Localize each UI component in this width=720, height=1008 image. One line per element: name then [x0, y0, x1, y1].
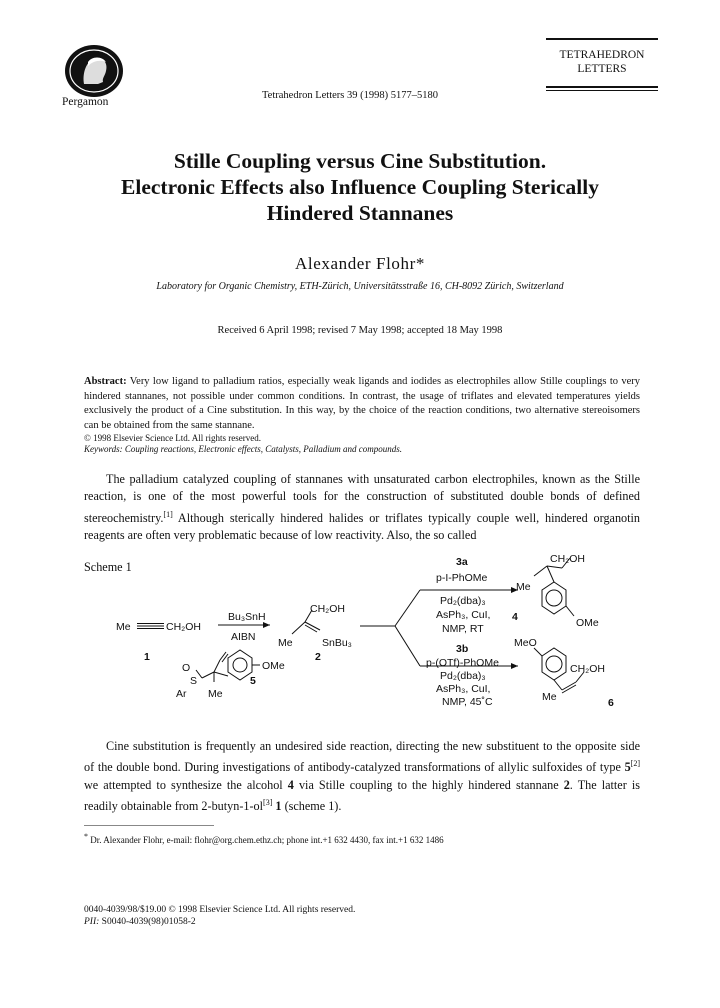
p6-methyl: Me: [542, 691, 557, 703]
int-ch2oh: CH₂OH: [310, 603, 345, 615]
issn-line: 0040-4039/98/$19.00 © 1998 Elsevier Science Ltd. All rights reserved.: [84, 905, 356, 915]
compound-1-label: 1: [144, 651, 150, 663]
journal-name-line2: LETTERS: [577, 63, 627, 75]
citation-ref: [3]: [263, 798, 273, 808]
route-b-id: 3b: [456, 643, 469, 655]
abstract-copyright: © 1998 Elsevier Science Ltd. All rights reserved.: [84, 433, 262, 443]
s5-oxygen: O: [182, 662, 191, 674]
keywords: Keywords: Coupling reactions, Electronic effects, Catalysts, Palladium and compounds.: [84, 444, 402, 454]
route-a-catalyst: Pd₂(dba)₃: [440, 595, 486, 607]
p4-ch2oh: CH₂OH: [550, 553, 585, 565]
int-snbu3: SnBu₃: [322, 637, 352, 649]
s5-aryl: Ar: [176, 688, 187, 700]
reaction-scheme: [110, 548, 670, 709]
received-dates: Received 6 April 1998; revised 7 May 1998; accepted 18 May 1998: [217, 325, 503, 336]
p6-ch2oh: CH₂OH: [570, 663, 605, 675]
step1-conditions: AIBN: [231, 631, 256, 643]
masthead-rule-top: [546, 38, 658, 40]
compound-2-label: 2: [315, 651, 321, 663]
p4-methyl: Me: [516, 581, 531, 593]
s5-methoxy: OMe: [262, 660, 285, 672]
body-paragraph-1: The palladium catalyzed coupling of stannanes with unsaturated carbon electrophiles, known as the Stille reaction, is one of the most powerful tools for the construction of substituted double bonds of defined stereochemistry.[1] Although sterically hindered halides or triflates typically couple well, hindered organotin reagents are often very problematic because of low reactivity. Also, the so called: [84, 472, 640, 543]
author-footnote: * Dr. Alexander Flohr, e-mail: flohr@org.chem.ethz.ch; phone int.+1 632 4430, fax int.+1 632 1486: [84, 832, 444, 845]
route-b-catalyst: Pd₂(dba)₃: [440, 670, 486, 682]
footnote-rule: [84, 825, 214, 826]
citation-ref: [1]: [163, 509, 173, 519]
scheme-label: Scheme 1: [84, 560, 132, 574]
sm-methyl: Me: [116, 621, 131, 633]
publisher-name: Pergamon: [62, 96, 109, 108]
s5-methyl: Me: [208, 688, 223, 700]
step1-reagent: Bu₃SnH: [228, 611, 266, 623]
article-title: Stille Coupling versus Cine Substitution. Electronic Effects also Influence Coupling Sterically Hindered Stannanes: [121, 149, 599, 225]
journal-masthead: [546, 38, 658, 91]
route-b-ligand: AsPh₃, CuI,: [436, 683, 491, 695]
route-b-conditions: NMP, 45˚C: [442, 696, 493, 708]
sm-ch2oh: CH₂OH: [166, 621, 201, 633]
publisher-logo: [62, 44, 126, 98]
route-b-reagent: p-(OTf)-PhOMe: [426, 657, 499, 669]
journal-name-line1: TETRAHEDRON: [559, 49, 645, 61]
route-a-id: 3a: [456, 556, 468, 568]
author-affiliation: Laboratory for Organic Chemistry, ETH-Zürich, Universitätsstraße 16, CH-8092 Zürich, Switzerland: [156, 281, 564, 292]
p4-methoxy: OMe: [576, 617, 599, 629]
compound-4-label: 4: [512, 611, 518, 623]
journal-citation: Tetrahedron Letters 39 (1998) 5177–5180: [262, 90, 438, 101]
masthead-rule-bottom: [546, 86, 658, 88]
pii-value: S0040-4039(98)01058-2: [99, 917, 196, 927]
pii-label: PII:: [84, 917, 100, 927]
abstract-label: Abstract:: [84, 376, 127, 387]
abstract-text: Very low ligand to palladium ratios, especially weak ligands and iodides as electrophiles allow Stille couplings to very hindered stannanes, not possible under common conditions. In contrast, the usage of triflates and elevated temperatures yields exclusively the product of a Cine substitution. In this way, by the choice of the reaction conditions, two alternative stereoisomers can be obtained from the same stannane.: [84, 376, 640, 431]
s5-sulfur: S: [190, 675, 198, 687]
route-a-ligand: AsPh₃, CuI,: [436, 609, 491, 621]
abstract: [84, 375, 640, 455]
p6-methoxy: MeO: [514, 637, 537, 649]
compound-6-label: 6: [608, 697, 614, 709]
body-paragraph-2: Cine substitution is frequently an undesired side reaction, directing the new substituent to the opposite side of the double bond. During investigations of antibody-catalyzed transformations of allylic sulfoxides of type 5[2] we attempted to synthesize the alcohol 4 via Stille coupling to the highly hindered stannane 2. The latter is readily obtainable from 2-butyn-1-ol[3] 1 (scheme 1).: [84, 739, 640, 814]
compound-5-label: 5: [250, 675, 256, 687]
route-a-conditions: NMP, RT: [442, 623, 484, 635]
int-methyl: Me: [278, 637, 293, 649]
copyright-footer: [84, 904, 355, 928]
citation-ref: [2]: [630, 759, 640, 769]
author-name: Alexander Flohr*: [295, 254, 425, 273]
route-a-reagent: p-I-PhOMe: [436, 572, 488, 584]
